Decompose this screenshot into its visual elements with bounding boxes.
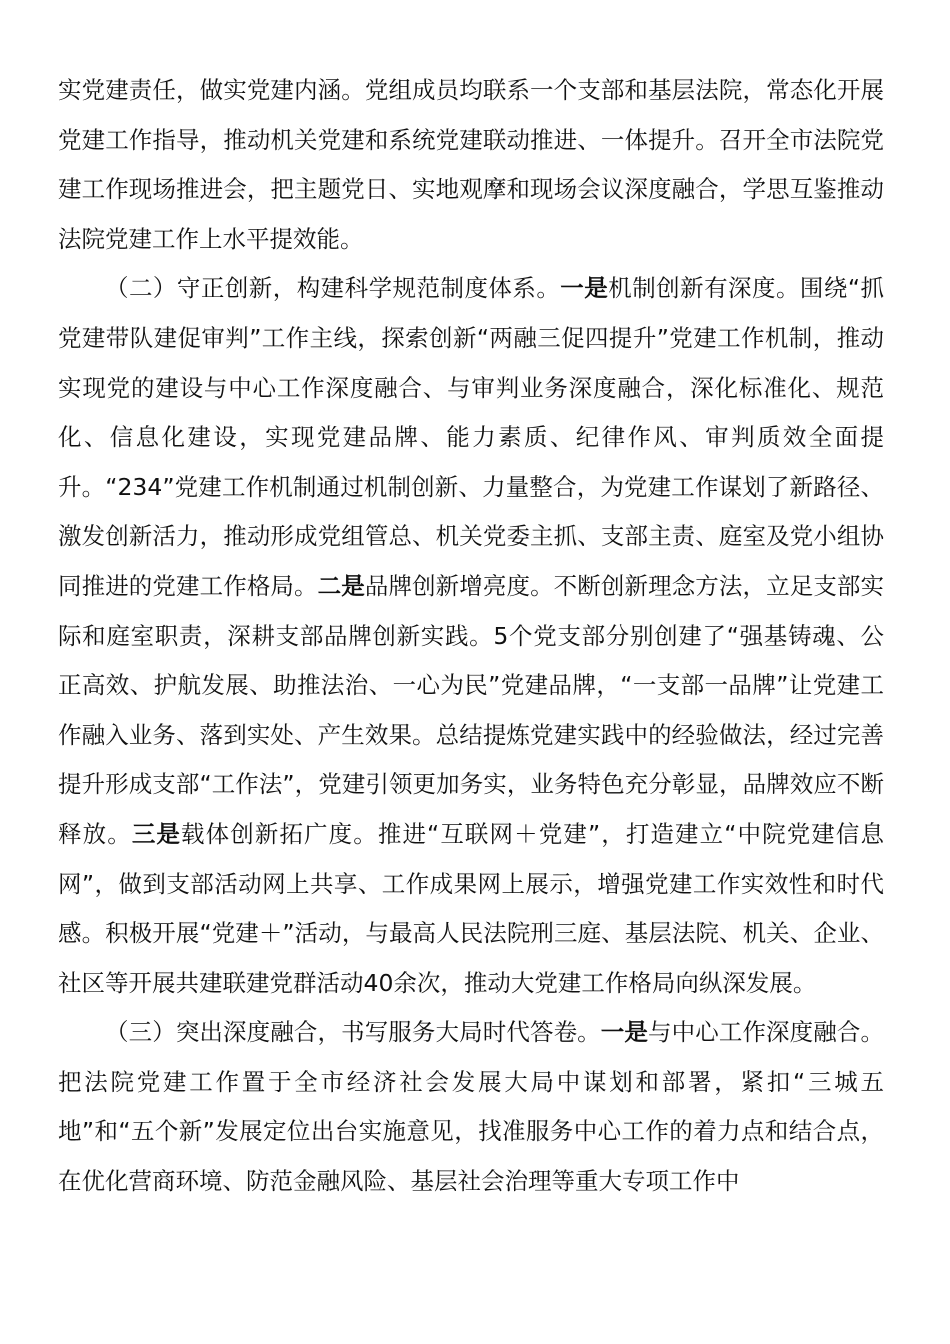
paragraph-1-text: 实党建责任，做实党建内涵。党组成员均联系一个支部和基层法院，常态化开展党建工作指导，推动机关党建和系统党建联动推进、一体提升。召开全市法院党建工作现场推进会，把主题党日、实地观摩和现场会议深度融合，学思互鉴推动法院党建工作上水平提效能。: [58, 76, 884, 253]
bold-marker: 一是: [560, 274, 609, 303]
section-heading-2: （二）守正创新，构建科学规范制度体系。: [105, 274, 561, 303]
paragraph-2-text-b: 品牌创新增亮度。不断创新理念方法，立足支部实际和庭室职责，深耕支部品牌创新实践。5个党支部分别创建了“强基铸魂、公正高效、护航发展、助推法治、一心为民”党建品牌，“一支部一品牌”让党建工作融入业务、落到实处、产生效果。总结提炼党建实践中的经验做法，经过完善提升形成支部“工作法”，党建引领更加务实，业务特色充分彰显，品牌效应不断释放。: [58, 571, 885, 848]
paragraph-2: [58, 264, 884, 1008]
bold-marker: 二是: [317, 571, 365, 600]
section-heading-3: （三）突出深度融合，书写服务大局时代答卷。: [105, 1018, 601, 1047]
document-page: [58, 66, 884, 1207]
paragraph-2-text-a: 机制创新有深度。围绕“抓党建带队建促审判”工作主线，探索创新“两融三促四提升”党建工作机制，推动实现党的建设与中心工作深度融合、与审判业务深度融合，深化标准化、规范化、信息化建设，实现党建品牌、能力素质、纪律作风、审判质效全面提升。“234”党建工作机制通过机制创新、力量整合，为党建工作谋划了新路径、激发创新活力，推动形成党组管总、机关党委主抓、支部主责、庭室及党小组协同推进的党建工作格局。: [58, 274, 885, 600]
paragraph-2-text-c: 载体创新拓广度。推进“互联网＋党建”，打造建立“中院党建信息网”，做到支部活动网上共享、工作成果网上展示，增强党建工作实效性和时代感。积极开展“党建＋”活动，与最高人民法院刑三庭、基层法院、机关、企业、社区等开展共建联建党群活动40余次，推动大党建工作格局向纵深发展。: [58, 819, 885, 997]
paragraph-3-text: 与中心工作深度融合。把法院党建工作置于全市经济社会发展大局中谋划和部署，紧扣“三城五地”和“五个新”发展定位出台实施意见，找准服务中心工作的着力点和结合点，在优化营商环境、防范金融风险、基层社会治理等重大专项工作中: [58, 1018, 884, 1196]
bold-marker: 一是: [600, 1018, 649, 1047]
paragraph-3: [58, 1008, 884, 1206]
bold-marker: 三是: [131, 819, 182, 848]
paragraph-1: [58, 66, 884, 264]
